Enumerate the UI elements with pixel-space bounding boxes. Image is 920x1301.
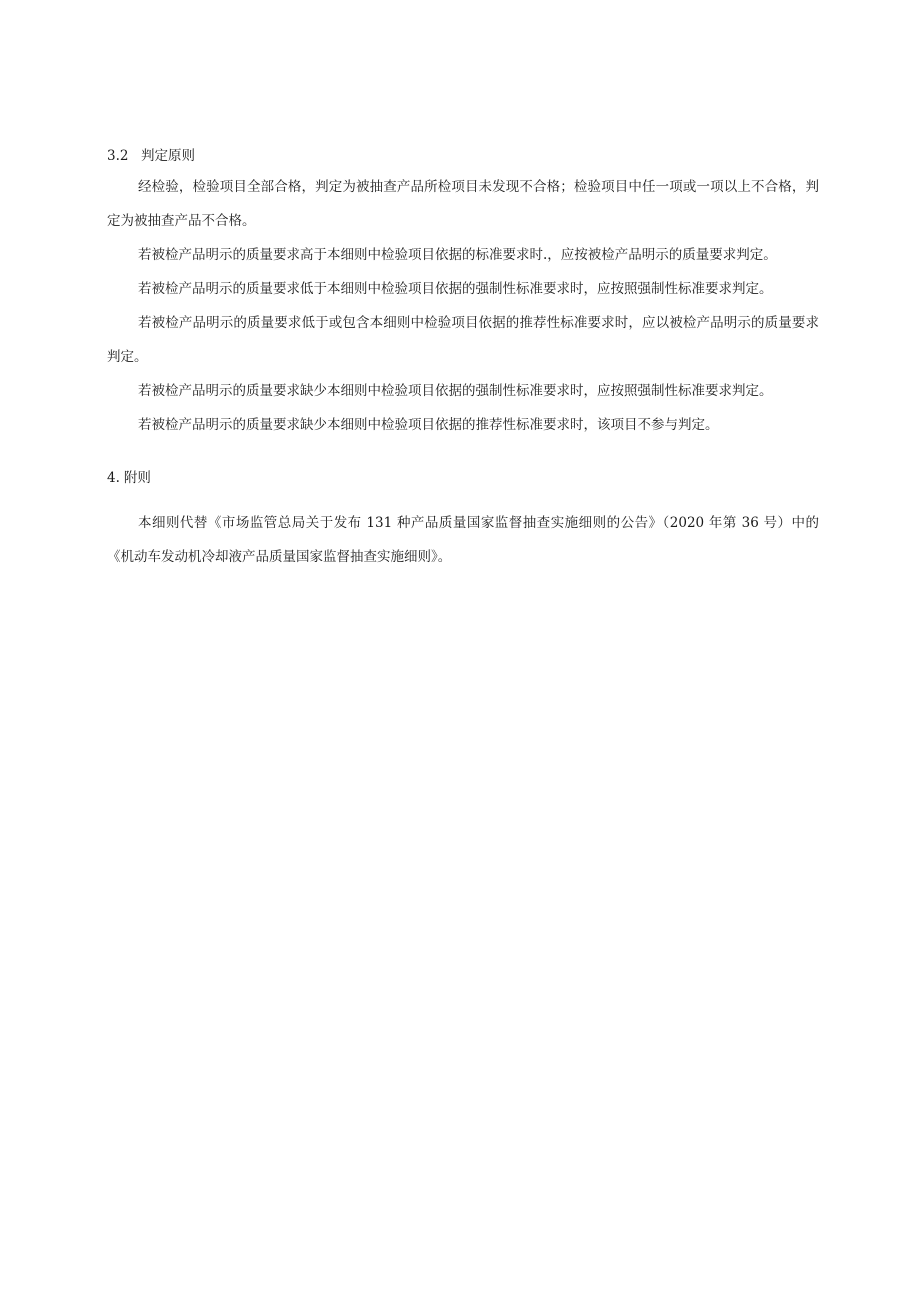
section-number: 4. xyxy=(107,470,120,486)
paragraph-lower-recommended: 若被检产品明示的质量要求低于或包含本细则中检验项目依据的推荐性标准要求时，应以被检产品明示的质量要求判定。 xyxy=(107,315,819,365)
section-3-2 xyxy=(107,146,819,442)
section-title: 判定原则 xyxy=(141,148,195,164)
paragraph-lower-mandatory: 若被检产品明示的质量要求低于本细则中检验项目依据的强制性标准要求时，应按照强制性标准要求判定。 xyxy=(138,281,773,297)
section-title: 附则 xyxy=(123,470,151,486)
section-heading xyxy=(107,468,819,488)
paragraph-inspection-result: 经检验，检验项目全部合格，判定为被抽查产品所检项目未发现不合格；检验项目中任一项或一项以上不合格，判定为被抽查产品不合格。 xyxy=(107,179,819,229)
section-4 xyxy=(107,468,819,574)
paragraph-missing-recommended: 若被检产品明示的质量要求缺少本细则中检验项目依据的推荐性标准要求时，该项目不参与判定。 xyxy=(138,417,719,433)
paragraph-higher-requirement: 若被检产品明示的质量要求高于本细则中检验项目依据的标准要求时.，应按被检产品明示的质量要求判定。 xyxy=(138,247,777,263)
section-number: 3.2 xyxy=(107,148,129,164)
section-heading xyxy=(107,146,819,166)
paragraph-supplementary-provision: 本细则代替《市场监管总局关于发布 131 种产品质量国家监督抽查实施细则的公告》（2020 年第 36 号）中的《机动车发动机冷却液产品质量国家监督抽查实施细则》。 xyxy=(107,515,819,565)
paragraph-missing-mandatory: 若被检产品明示的质量要求缺少本细则中检验项目依据的强制性标准要求时，应按照强制性标准要求判定。 xyxy=(138,383,773,399)
document-body xyxy=(107,146,819,574)
